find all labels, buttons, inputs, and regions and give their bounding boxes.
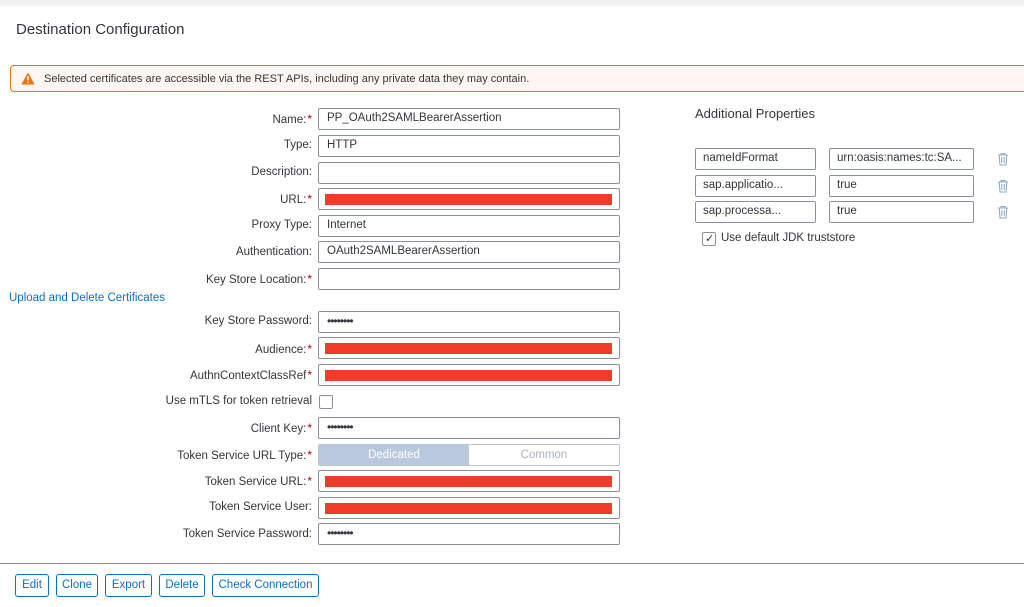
type-field[interactable]: HTTP: [318, 135, 620, 157]
delete-button[interactable]: Delete: [159, 574, 205, 597]
warning-banner: [10, 65, 1024, 92]
warning-text: Selected certificates are accessible via the REST APIs, including any private data they may contain.: [44, 73, 530, 85]
type-label: Type:: [283, 139, 312, 151]
required-marker: *: [307, 272, 312, 286]
name-field[interactable]: PP_OAuth2SAMLBearerAssertion: [318, 108, 620, 130]
required-marker: *: [307, 421, 312, 435]
key-store-location-label: Key Store Location:*: [205, 272, 312, 286]
key-store-password-field[interactable]: ••••••••: [318, 311, 620, 333]
property-value-field[interactable]: urn:oasis:names:tc:SA...: [829, 148, 974, 170]
authn-context-label: AuthnContextClassRef*: [189, 368, 312, 382]
required-marker: *: [307, 342, 312, 356]
redaction-bar: [325, 194, 612, 205]
required-marker: *: [307, 448, 312, 462]
clone-button[interactable]: Clone: [56, 574, 98, 597]
token-url-type-segmented: [318, 444, 620, 466]
trash-icon[interactable]: [996, 179, 1010, 193]
required-marker: *: [307, 192, 312, 206]
mtls-checkbox[interactable]: [319, 395, 333, 409]
token-url-field[interactable]: [318, 470, 620, 492]
token-url-label: Token Service URL:*: [204, 474, 312, 488]
edit-button[interactable]: Edit: [15, 574, 49, 597]
required-marker: *: [307, 474, 312, 488]
token-user-field[interactable]: [318, 497, 620, 519]
jdk-truststore-label: Use default JDK truststore: [721, 232, 856, 244]
footer-divider: [0, 563, 1024, 564]
description-label: Description:: [251, 166, 312, 178]
token-user-label: Token Service User:: [209, 501, 312, 513]
token-url-type-label: Token Service URL Type:*: [177, 448, 312, 462]
redaction-bar: [325, 343, 612, 354]
audience-field[interactable]: [318, 337, 620, 359]
token-password-label: Token Service Password:: [182, 528, 312, 540]
trash-icon[interactable]: [996, 205, 1010, 219]
client-key-field[interactable]: ••••••••: [318, 417, 620, 439]
top-strip: [0, 0, 1024, 6]
export-button[interactable]: Export: [105, 574, 152, 597]
proxy-type-label: Proxy Type:: [251, 219, 312, 231]
property-value-field[interactable]: true: [829, 175, 974, 197]
name-label: Name:*: [272, 112, 312, 126]
audience-label: Audience:*: [255, 342, 312, 356]
redaction-bar: [325, 370, 612, 381]
redaction-bar: [325, 476, 612, 487]
authn-context-field[interactable]: [318, 364, 620, 386]
key-store-location-field[interactable]: [318, 268, 620, 290]
additional-properties-title: Additional Properties: [695, 106, 815, 121]
required-marker: *: [307, 112, 312, 126]
redaction-bar: [325, 503, 612, 514]
token-password-field[interactable]: ••••••••: [318, 523, 620, 545]
property-key-field[interactable]: sap.processa...: [695, 201, 816, 223]
property-key-field[interactable]: sap.applicatio...: [695, 175, 816, 197]
trash-icon[interactable]: [996, 152, 1010, 166]
required-marker: *: [307, 368, 312, 382]
page-title: Destination Configuration: [16, 21, 185, 38]
jdk-truststore-checkbox[interactable]: [702, 232, 716, 246]
segment-common[interactable]: Common: [469, 445, 619, 465]
property-value-field[interactable]: true: [829, 201, 974, 223]
check-icon: ✓: [705, 233, 715, 245]
url-label: URL:*: [280, 192, 312, 206]
key-store-password-label: Key Store Password:: [204, 315, 312, 327]
segment-dedicated[interactable]: Dedicated: [319, 445, 469, 465]
property-key-field[interactable]: nameIdFormat: [695, 148, 816, 170]
url-field[interactable]: [318, 188, 620, 210]
check-connection-button[interactable]: Check Connection: [212, 574, 319, 597]
warning-icon: [21, 72, 35, 85]
authentication-field[interactable]: OAuth2SAMLBearerAssertion: [318, 241, 620, 263]
authentication-label: Authentication:: [235, 246, 312, 258]
description-field[interactable]: [318, 162, 620, 184]
upload-certificates-link[interactable]: Upload and Delete Certificates: [9, 292, 165, 304]
proxy-type-field[interactable]: Internet: [318, 215, 620, 237]
mtls-label: Use mTLS for token retrieval: [165, 395, 312, 407]
client-key-label: Client Key:*: [250, 421, 312, 435]
